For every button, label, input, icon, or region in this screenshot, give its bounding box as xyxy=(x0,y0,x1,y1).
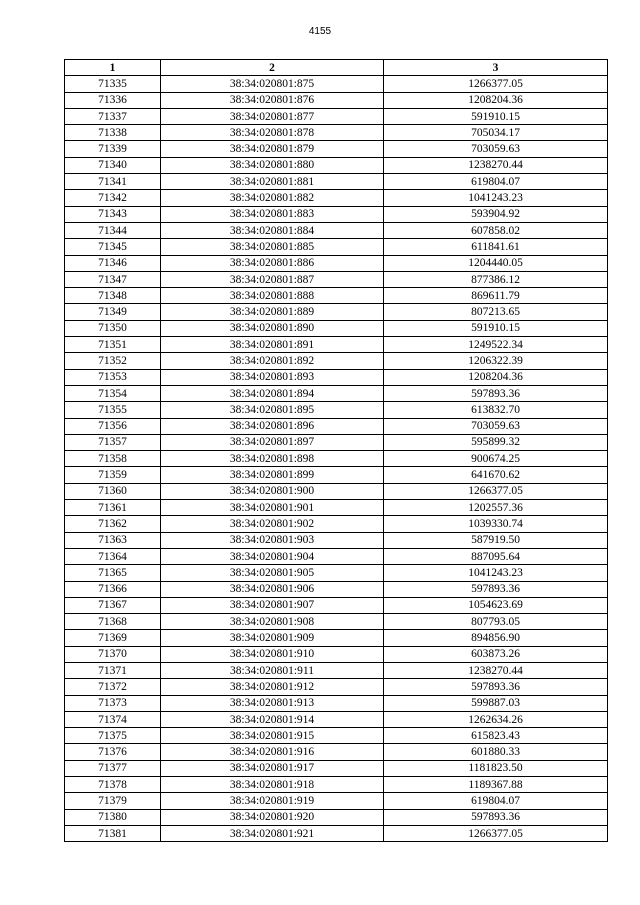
row-number-cell: 71362 xyxy=(65,516,161,532)
cadastral-number-cell: 38:34:020801:917 xyxy=(161,760,384,776)
row-number-cell: 71353 xyxy=(65,369,161,385)
table-row xyxy=(65,565,608,581)
table-row xyxy=(65,777,608,793)
value-cell: 1039330.74 xyxy=(384,516,608,532)
table-row xyxy=(65,451,608,467)
cadastral-number-cell: 38:34:020801:910 xyxy=(161,646,384,662)
table-row xyxy=(65,467,608,483)
cadastral-number-cell: 38:34:020801:900 xyxy=(161,483,384,499)
row-number-cell: 71352 xyxy=(65,353,161,369)
value-cell: 591910.15 xyxy=(384,108,608,124)
cadastral-number-cell: 38:34:020801:886 xyxy=(161,255,384,271)
value-cell: 1041243.23 xyxy=(384,565,608,581)
cadastral-number-cell: 38:34:020801:914 xyxy=(161,711,384,727)
value-cell: 703059.63 xyxy=(384,418,608,434)
row-number-cell: 71379 xyxy=(65,793,161,809)
table-row xyxy=(65,760,608,776)
row-number-cell: 71343 xyxy=(65,206,161,222)
table-header-row xyxy=(65,60,608,76)
value-cell: 1189367.88 xyxy=(384,777,608,793)
value-cell: 611841.61 xyxy=(384,239,608,255)
value-cell: 1208204.36 xyxy=(384,92,608,108)
cadastral-number-cell: 38:34:020801:918 xyxy=(161,777,384,793)
cadastral-number-cell: 38:34:020801:919 xyxy=(161,793,384,809)
table-row xyxy=(65,809,608,825)
table-row xyxy=(65,662,608,678)
cadastral-number-cell: 38:34:020801:916 xyxy=(161,744,384,760)
value-cell: 1266377.05 xyxy=(384,483,608,499)
cadastral-number-cell: 38:34:020801:913 xyxy=(161,695,384,711)
value-cell: 1054623.69 xyxy=(384,597,608,613)
table-row xyxy=(65,646,608,662)
row-number-cell: 71380 xyxy=(65,809,161,825)
table-row xyxy=(65,548,608,564)
cadastral-number-cell: 38:34:020801:875 xyxy=(161,76,384,92)
value-cell: 807213.65 xyxy=(384,304,608,320)
table-row xyxy=(65,532,608,548)
cadastral-number-cell: 38:34:020801:899 xyxy=(161,467,384,483)
cadastral-number-cell: 38:34:020801:920 xyxy=(161,809,384,825)
cadastral-number-cell: 38:34:020801:881 xyxy=(161,174,384,190)
value-cell: 807793.05 xyxy=(384,614,608,630)
value-cell: 597893.36 xyxy=(384,385,608,401)
value-cell: 1238270.44 xyxy=(384,662,608,678)
row-number-cell: 71335 xyxy=(65,76,161,92)
table-body xyxy=(65,76,608,842)
cadastral-number-cell: 38:34:020801:904 xyxy=(161,548,384,564)
row-number-cell: 71365 xyxy=(65,565,161,581)
row-number-cell: 71370 xyxy=(65,646,161,662)
page-number: 4155 xyxy=(308,26,332,37)
value-cell: 619804.07 xyxy=(384,793,608,809)
table-row xyxy=(65,304,608,320)
data-table xyxy=(64,59,608,842)
cadastral-number-cell: 38:34:020801:883 xyxy=(161,206,384,222)
cadastral-number-cell: 38:34:020801:891 xyxy=(161,337,384,353)
row-number-cell: 71348 xyxy=(65,288,161,304)
table-row xyxy=(65,76,608,92)
row-number-cell: 71381 xyxy=(65,825,161,841)
value-cell: 1202557.36 xyxy=(384,500,608,516)
cadastral-number-cell: 38:34:020801:893 xyxy=(161,369,384,385)
table-row xyxy=(65,728,608,744)
column-header-2: 2 xyxy=(161,60,384,76)
column-header-3: 3 xyxy=(384,60,608,76)
row-number-cell: 71342 xyxy=(65,190,161,206)
value-cell: 869611.79 xyxy=(384,288,608,304)
table-row xyxy=(65,255,608,271)
table-row xyxy=(65,597,608,613)
row-number-cell: 71367 xyxy=(65,597,161,613)
value-cell: 894856.90 xyxy=(384,630,608,646)
cadastral-number-cell: 38:34:020801:880 xyxy=(161,157,384,173)
cadastral-number-cell: 38:34:020801:889 xyxy=(161,304,384,320)
row-number-cell: 71355 xyxy=(65,402,161,418)
table-row xyxy=(65,418,608,434)
table-row xyxy=(65,500,608,516)
row-number-cell: 71351 xyxy=(65,337,161,353)
cadastral-number-cell: 38:34:020801:879 xyxy=(161,141,384,157)
row-number-cell: 71360 xyxy=(65,483,161,499)
row-number-cell: 71371 xyxy=(65,662,161,678)
row-number-cell: 71337 xyxy=(65,108,161,124)
cadastral-number-cell: 38:34:020801:911 xyxy=(161,662,384,678)
value-cell: 587919.50 xyxy=(384,532,608,548)
table-row xyxy=(65,744,608,760)
table-row xyxy=(65,190,608,206)
value-cell: 1266377.05 xyxy=(384,76,608,92)
value-cell: 619804.07 xyxy=(384,174,608,190)
value-cell: 597893.36 xyxy=(384,581,608,597)
table-row xyxy=(65,288,608,304)
table-row xyxy=(65,320,608,336)
value-cell: 877386.12 xyxy=(384,271,608,287)
cadastral-number-cell: 38:34:020801:907 xyxy=(161,597,384,613)
row-number-cell: 71356 xyxy=(65,418,161,434)
value-cell: 593904.92 xyxy=(384,206,608,222)
row-number-cell: 71358 xyxy=(65,451,161,467)
row-number-cell: 71336 xyxy=(65,92,161,108)
value-cell: 613832.70 xyxy=(384,402,608,418)
table-row xyxy=(65,434,608,450)
table-row xyxy=(65,337,608,353)
row-number-cell: 71363 xyxy=(65,532,161,548)
value-cell: 1249522.34 xyxy=(384,337,608,353)
row-number-cell: 71341 xyxy=(65,174,161,190)
table-row xyxy=(65,92,608,108)
table-row xyxy=(65,695,608,711)
table-row xyxy=(65,108,608,124)
table-row xyxy=(65,516,608,532)
table-row xyxy=(65,125,608,141)
table-row xyxy=(65,581,608,597)
cadastral-number-cell: 38:34:020801:908 xyxy=(161,614,384,630)
cadastral-number-cell: 38:34:020801:897 xyxy=(161,434,384,450)
table-row xyxy=(65,141,608,157)
cadastral-number-cell: 38:34:020801:882 xyxy=(161,190,384,206)
table-row xyxy=(65,239,608,255)
value-cell: 887095.64 xyxy=(384,548,608,564)
row-number-cell: 71373 xyxy=(65,695,161,711)
value-cell: 641670.62 xyxy=(384,467,608,483)
table-row xyxy=(65,222,608,238)
row-number-cell: 71368 xyxy=(65,614,161,630)
table-row xyxy=(65,793,608,809)
value-cell: 1041243.23 xyxy=(384,190,608,206)
value-cell: 703059.63 xyxy=(384,141,608,157)
row-number-cell: 71344 xyxy=(65,222,161,238)
value-cell: 1204440.05 xyxy=(384,255,608,271)
row-number-cell: 71340 xyxy=(65,157,161,173)
row-number-cell: 71357 xyxy=(65,434,161,450)
row-number-cell: 71338 xyxy=(65,125,161,141)
row-number-cell: 71346 xyxy=(65,255,161,271)
value-cell: 595899.32 xyxy=(384,434,608,450)
value-cell: 591910.15 xyxy=(384,320,608,336)
row-number-cell: 71349 xyxy=(65,304,161,320)
row-number-cell: 71345 xyxy=(65,239,161,255)
table-row xyxy=(65,711,608,727)
cadastral-number-cell: 38:34:020801:915 xyxy=(161,728,384,744)
cadastral-number-cell: 38:34:020801:905 xyxy=(161,565,384,581)
value-cell: 1181823.50 xyxy=(384,760,608,776)
value-cell: 1206322.39 xyxy=(384,353,608,369)
cadastral-number-cell: 38:34:020801:894 xyxy=(161,385,384,401)
table-row xyxy=(65,271,608,287)
value-cell: 705034.17 xyxy=(384,125,608,141)
value-cell: 607858.02 xyxy=(384,222,608,238)
value-cell: 599887.03 xyxy=(384,695,608,711)
row-number-cell: 71376 xyxy=(65,744,161,760)
column-header-1: 1 xyxy=(65,60,161,76)
cadastral-number-cell: 38:34:020801:896 xyxy=(161,418,384,434)
cadastral-number-cell: 38:34:020801:877 xyxy=(161,108,384,124)
row-number-cell: 71378 xyxy=(65,777,161,793)
value-cell: 900674.25 xyxy=(384,451,608,467)
row-number-cell: 71354 xyxy=(65,385,161,401)
row-number-cell: 71369 xyxy=(65,630,161,646)
table-row xyxy=(65,157,608,173)
cadastral-number-cell: 38:34:020801:890 xyxy=(161,320,384,336)
row-number-cell: 71350 xyxy=(65,320,161,336)
cadastral-number-cell: 38:34:020801:876 xyxy=(161,92,384,108)
row-number-cell: 71375 xyxy=(65,728,161,744)
row-number-cell: 71359 xyxy=(65,467,161,483)
table-row xyxy=(65,206,608,222)
table-row xyxy=(65,353,608,369)
table-row xyxy=(65,369,608,385)
table-row xyxy=(65,174,608,190)
cadastral-number-cell: 38:34:020801:887 xyxy=(161,271,384,287)
row-number-cell: 71374 xyxy=(65,711,161,727)
row-number-cell: 71377 xyxy=(65,760,161,776)
value-cell: 615823.43 xyxy=(384,728,608,744)
table-row xyxy=(65,825,608,841)
row-number-cell: 71361 xyxy=(65,500,161,516)
value-cell: 603873.26 xyxy=(384,646,608,662)
cadastral-number-cell: 38:34:020801:884 xyxy=(161,222,384,238)
table-row xyxy=(65,402,608,418)
cadastral-number-cell: 38:34:020801:892 xyxy=(161,353,384,369)
cadastral-number-cell: 38:34:020801:906 xyxy=(161,581,384,597)
cadastral-number-cell: 38:34:020801:902 xyxy=(161,516,384,532)
table-row xyxy=(65,630,608,646)
row-number-cell: 71339 xyxy=(65,141,161,157)
table-row xyxy=(65,679,608,695)
row-number-cell: 71366 xyxy=(65,581,161,597)
value-cell: 1208204.36 xyxy=(384,369,608,385)
cadastral-number-cell: 38:34:020801:921 xyxy=(161,825,384,841)
value-cell: 597893.36 xyxy=(384,809,608,825)
cadastral-number-cell: 38:34:020801:912 xyxy=(161,679,384,695)
row-number-cell: 71347 xyxy=(65,271,161,287)
table-row xyxy=(65,614,608,630)
value-cell: 1266377.05 xyxy=(384,825,608,841)
cadastral-number-cell: 38:34:020801:901 xyxy=(161,500,384,516)
cadastral-number-cell: 38:34:020801:878 xyxy=(161,125,384,141)
value-cell: 1262634.26 xyxy=(384,711,608,727)
cadastral-number-cell: 38:34:020801:895 xyxy=(161,402,384,418)
value-cell: 601880.33 xyxy=(384,744,608,760)
value-cell: 597893.36 xyxy=(384,679,608,695)
value-cell: 1238270.44 xyxy=(384,157,608,173)
cadastral-number-cell: 38:34:020801:909 xyxy=(161,630,384,646)
cadastral-number-cell: 38:34:020801:885 xyxy=(161,239,384,255)
cadastral-number-cell: 38:34:020801:888 xyxy=(161,288,384,304)
row-number-cell: 71372 xyxy=(65,679,161,695)
cadastral-number-cell: 38:34:020801:898 xyxy=(161,451,384,467)
table-row xyxy=(65,385,608,401)
cadastral-number-cell: 38:34:020801:903 xyxy=(161,532,384,548)
row-number-cell: 71364 xyxy=(65,548,161,564)
table-row xyxy=(65,483,608,499)
